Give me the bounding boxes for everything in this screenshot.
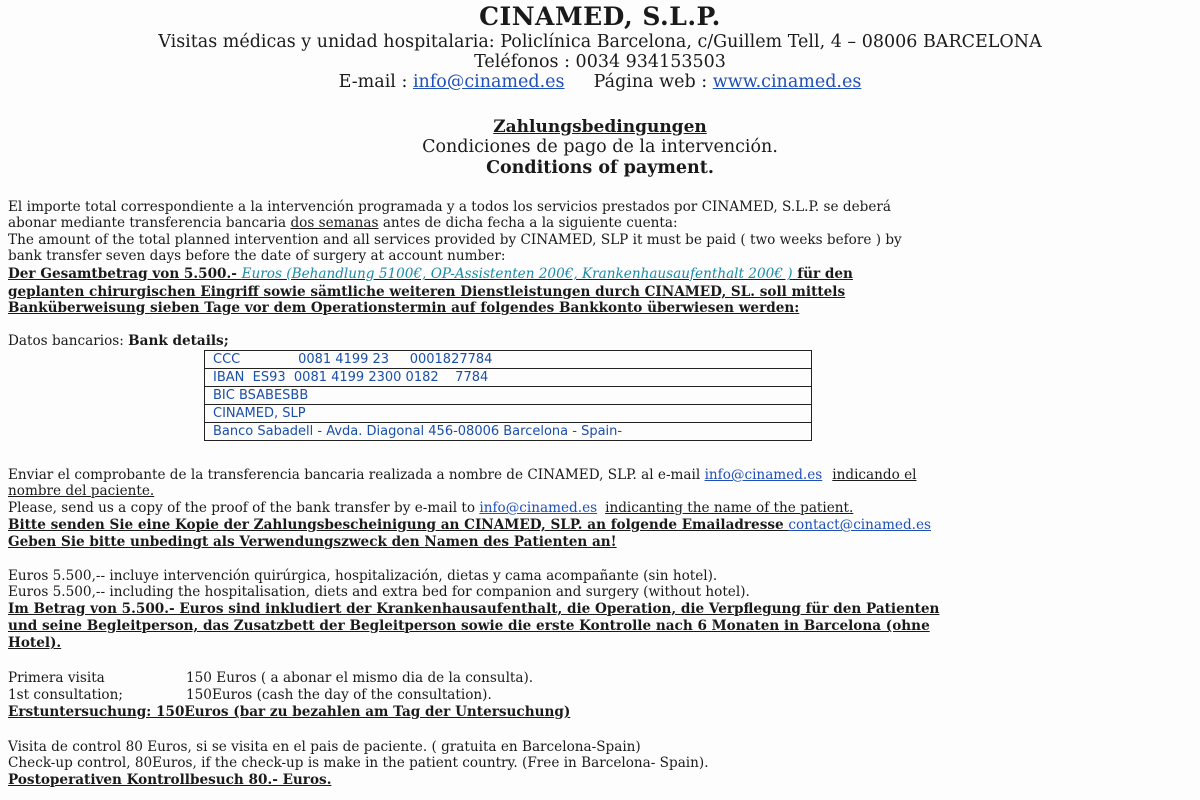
proof-es-indicating: indicando el [832, 467, 917, 483]
header-web-link[interactable]: www.cinamed.es [712, 72, 862, 92]
bank-row [205, 405, 812, 423]
first-visit-en-value: 150Euros (cash the day of the consultation). [186, 687, 492, 703]
bank-holder: CINAMED, SLP [205, 405, 812, 423]
intro-en-line1: The amount of the total planned intervention and all services provided by CINAMED, SLP it must be paid ( two weeks before ) by [8, 232, 902, 248]
title-de: Zahlungsbedingungen [493, 117, 707, 137]
proof-es-line2: nombre del paciente. [8, 483, 155, 499]
proof-en-text: Please, send us a copy of the proof of the bank transfer by e-mail to [8, 500, 480, 516]
first-visit-en [8, 687, 1166, 703]
intro-es-line1: El importe total correspondiente a la intervención programada y a todos los servicios prestados por CINAMED, S.L.P. se deberá [8, 199, 891, 215]
intro-de-line2: geplanten chirurgischen Eingriff sowie sämtliche weiteren Dienstleistungen durch CINAMED, SL. soll mittels [8, 284, 846, 300]
includes-de-line3: Hotel). [8, 635, 62, 651]
intro-es-line2 [8, 215, 1166, 231]
bank-label-bold: Bank details; [128, 333, 229, 349]
intro-de-line1 [8, 266, 1166, 282]
company-phone: Teléfonos : 0034 934153503 [474, 52, 726, 72]
company-address: Visitas médicas y unidad hospitalaria: Policlínica Barcelona, c/Guillem Tell, 4 – 08006 BARCELONA [158, 32, 1042, 52]
email-label: E-mail : [338, 72, 408, 92]
intro-es-text: abonar mediante transferencia bancaria [8, 215, 291, 231]
intro-de-line3: Banküberweisung sieben Tage vor dem Operationstermin auf folgendes Bankkonto überwiesen werden: [8, 300, 800, 316]
proof-en-email-link[interactable]: info@cinamed.es [479, 500, 598, 516]
company-name: CINAMED, S.L.P. [479, 2, 721, 31]
intro-de-end: für den [792, 266, 853, 282]
proof-de-line1 [8, 517, 1166, 533]
bank-address: Banco Sabadell - Avda. Diagonal 456-08006 Barcelona - Spain- [205, 423, 812, 441]
first-visit-en-label: 1st consultation; [8, 687, 123, 703]
title-es: Condiciones de pago de la intervención. [422, 137, 778, 157]
bank-details-table [204, 350, 812, 441]
bank-row [205, 423, 812, 441]
control-es: Visita de control 80 Euros, si se visita en el pais de paciente. ( gratuita en Barcelona-Spain) [8, 739, 641, 755]
bank-row [205, 351, 812, 369]
proof-en-line [8, 500, 1166, 516]
proof-de-text: Bitte senden Sie eine Kopie der Zahlungsbescheinigung an CINAMED, SLP. an folgende Emailadresse [8, 517, 789, 533]
proof-es-text: Enviar el comprobante de la transferencia bancaria realizada a nombre de CINAMED, SLP. al e-mail [8, 467, 705, 483]
bank-ccc: CCC 0081 4199 23 0001827784 [205, 351, 812, 369]
intro-es-underlined: dos semanas [290, 215, 379, 231]
first-visit-es-label: Primera visita [8, 670, 105, 686]
first-visit-es [8, 670, 1166, 686]
intro-es-text-end: antes de dicha fecha a la siguiente cuenta: [378, 215, 678, 231]
proof-en-indicating: indicanting the name of the patient. [605, 500, 854, 516]
intro-en-line2: bank transfer seven days before the date of surgery at account number: [8, 248, 506, 264]
bank-row [205, 369, 812, 387]
bank-bic: BIC BSABESBB [205, 387, 812, 405]
proof-de-email-link[interactable]: contact@cinamed.es [788, 517, 931, 533]
includes-en: Euros 5.500,-- including the hospitalisation, diets and extra bed for companion and surgery (without hotel). [8, 584, 750, 600]
first-visit-de: Erstuntersuchung: 150Euros (bar zu bezahlen am Tag der Untersuchung) [8, 704, 571, 720]
first-visit-es-value: 150 Euros ( a abonar el mismo dia de la consulta). [186, 670, 534, 686]
includes-de-line2: und seine Begleitperson, das Zusatzbett der Begleitperson sowie die erste Kontrolle nach 6 Monaten in Barcelona (ohne [8, 618, 930, 634]
includes-es: Euros 5.500,-- incluye intervención quirúrgica, hospitalización, dietas y cama acompañante (sin hotel). [8, 568, 718, 584]
bank-label [8, 333, 1166, 349]
proof-de-line2: Geben Sie bitte unbedingt als Verwendungszweck den Namen des Patienten an! [8, 534, 617, 550]
web-label: Página web : [593, 72, 708, 92]
includes-de-line1: Im Betrag von 5.500.- Euros sind inkludiert der Krankenhausaufenthalt, die Operation, die Verpflegung für den Patienten [8, 601, 940, 617]
bank-label-text: Datos bancarios: [8, 333, 129, 349]
bank-row [205, 387, 812, 405]
proof-es-email-link[interactable]: info@cinamed.es [704, 467, 823, 483]
contact-line [0, 72, 1200, 92]
control-de: Postoperativen Kontrollbesuch 80.- Euros. [8, 772, 332, 788]
intro-de-amount: Der Gesamtbetrag von 5.500.- [8, 266, 242, 282]
bank-iban: IBAN ES93 0081 4199 2300 0182 7784 [205, 369, 812, 387]
title-en: Conditions of payment. [486, 158, 714, 178]
header-email-link[interactable]: info@cinamed.es [412, 72, 565, 92]
proof-es-line1 [8, 467, 1166, 483]
control-en: Check-up control, 80Euros, if the check-up is make in the patient country. (Free in Barcelona- Spain). [8, 755, 709, 771]
intro-de-breakdown: Euros (Behandlung 5100€, OP-Assistenten 200€, Krankenhausaufenthalt 200€ ) [241, 266, 793, 282]
